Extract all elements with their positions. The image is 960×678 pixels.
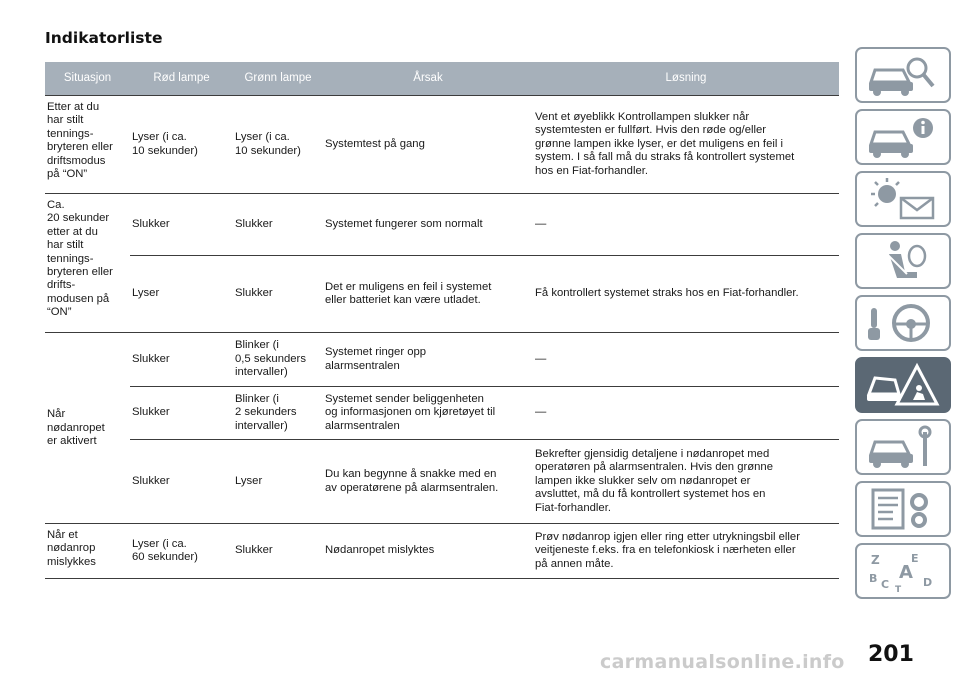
- cause-cell: Det er muligens en feil i systemet eller batteriet kan være utladet.: [323, 256, 533, 333]
- solution-cell: Få kontrollert systemet straks hos en Fiat-forhandler.: [533, 256, 839, 333]
- svg-text:B: B: [869, 572, 878, 585]
- solution-cell: Vent et øyeblikk Kontrollampen slukker når systemtesten er fullført. Hvis den røde og/eller grønne lampen ikke lyser, er det muligens en feil i system. I så fall må du straks få kontrollert systemet hos en Fiat-forhandler.: [533, 96, 839, 194]
- green-lamp-cell: Slukker: [233, 256, 323, 333]
- svg-text:T: T: [895, 585, 902, 594]
- green-lamp-cell: Slukker: [233, 194, 323, 256]
- cause-cell: Systemtest på gang: [323, 96, 533, 194]
- svg-text:E: E: [911, 552, 919, 565]
- situation-cell: Etter at du har stilt tennings- bryteren eller driftsmodus på “ON”: [45, 96, 130, 194]
- chapter-tab-safety[interactable]: [855, 233, 951, 289]
- solution-cell: —: [533, 387, 839, 440]
- green-lamp-cell: Slukker: [233, 524, 323, 579]
- red-lamp-cell: Slukker: [130, 194, 233, 256]
- situation-cell: Når et nødanrop mislykkes: [45, 524, 130, 579]
- svg-text:Z: Z: [871, 553, 880, 567]
- document-gear-icon: [865, 486, 941, 532]
- table-row: [45, 387, 839, 440]
- seat-airbag-icon: [865, 238, 941, 284]
- car-wrench-icon: [865, 424, 941, 470]
- svg-text:C: C: [881, 578, 890, 591]
- header-solution: Løsning: [533, 62, 839, 96]
- page-title: Indikatorliste: [45, 29, 163, 47]
- car-search-icon: [865, 52, 941, 98]
- chapter-tab-car-info[interactable]: [855, 109, 951, 165]
- watermark: carmanualsonline.info: [600, 651, 845, 673]
- indicator-table: [45, 62, 839, 579]
- chapter-tab-emergency[interactable]: [855, 357, 951, 413]
- chapter-tab-maintenance[interactable]: [855, 419, 951, 475]
- red-lamp-cell: Slukker: [130, 387, 233, 440]
- red-lamp-cell: Lyser (i ca. 10 sekunder): [130, 96, 233, 194]
- warning-light-message-icon: [865, 176, 941, 222]
- table-header-row: [45, 62, 839, 96]
- header-cause: Årsak: [323, 62, 533, 96]
- green-lamp-cell: Lyser (i ca. 10 sekunder): [233, 96, 323, 194]
- red-lamp-cell: Slukker: [130, 440, 233, 524]
- red-lamp-cell: Lyser: [130, 256, 233, 333]
- situation-cell: Når nødanropet er aktivert: [45, 333, 130, 524]
- situation-cell: Ca. 20 sekunder etter at du har stilt tennings- bryteren eller drifts- modusen på “ON”: [45, 194, 130, 333]
- chapter-tab-starting-driving[interactable]: [855, 295, 951, 351]
- table-row: [45, 440, 839, 524]
- table-row: [45, 256, 839, 333]
- red-lamp-cell: Lyser (i ca. 60 sekunder): [130, 524, 233, 579]
- cause-cell: Systemet ringer opp alarmsentralen: [323, 333, 533, 387]
- svg-text:A: A: [899, 562, 913, 583]
- alphabet-index-icon: [865, 548, 941, 594]
- cause-cell: Systemet sender beliggenheten og informasjonen om kjøretøyet til alarmsentralen: [323, 387, 533, 440]
- green-lamp-cell: Lyser: [233, 440, 323, 524]
- solution-cell: Bekrefter gjensidig detaljene i nødanropet med operatøren på alarmsentralen. Hvis den grønne lampen ikke slukker selv om nødanropet er avsluttet, må du få kontrollert systemet hos en Fiat-forhandler.: [533, 440, 839, 524]
- table-row: [45, 96, 839, 194]
- table-row: [45, 194, 839, 256]
- svg-text:D: D: [923, 576, 933, 589]
- cause-cell: Systemet fungerer som normalt: [323, 194, 533, 256]
- steering-wheel-key-icon: [865, 300, 941, 346]
- cause-cell: Du kan begynne å snakke med en av operatørene på alarmsentralen.: [323, 440, 533, 524]
- table-row: [45, 333, 839, 387]
- solution-cell: —: [533, 194, 839, 256]
- solution-cell: —: [533, 333, 839, 387]
- red-lamp-cell: Slukker: [130, 333, 233, 387]
- cause-cell: Nødanropet mislyktes: [323, 524, 533, 579]
- header-situation: Situasjon: [45, 62, 130, 96]
- page-number: 201: [868, 642, 914, 667]
- chapter-tab-technical-data[interactable]: [855, 481, 951, 537]
- green-lamp-cell: Blinker (i 2 sekunders intervaller): [233, 387, 323, 440]
- header-green-lamp: Grønn lampe: [233, 62, 323, 96]
- chapter-tab-warning-lights[interactable]: [855, 171, 951, 227]
- solution-cell: Prøv nødanrop igjen eller ring etter utrykningsbil eller veitjeneste f.eks. fra en telefonkiosk i nærheten eller på annen måte.: [533, 524, 839, 579]
- header-red-lamp: Rød lampe: [130, 62, 233, 96]
- chapter-tab-index[interactable]: [855, 543, 951, 599]
- car-crash-warning-icon: [865, 362, 941, 408]
- chapter-tab-car-search[interactable]: [855, 47, 951, 103]
- car-info-icon: [865, 114, 941, 160]
- green-lamp-cell: Blinker (i 0,5 sekunders intervaller): [233, 333, 323, 387]
- table-row: [45, 524, 839, 579]
